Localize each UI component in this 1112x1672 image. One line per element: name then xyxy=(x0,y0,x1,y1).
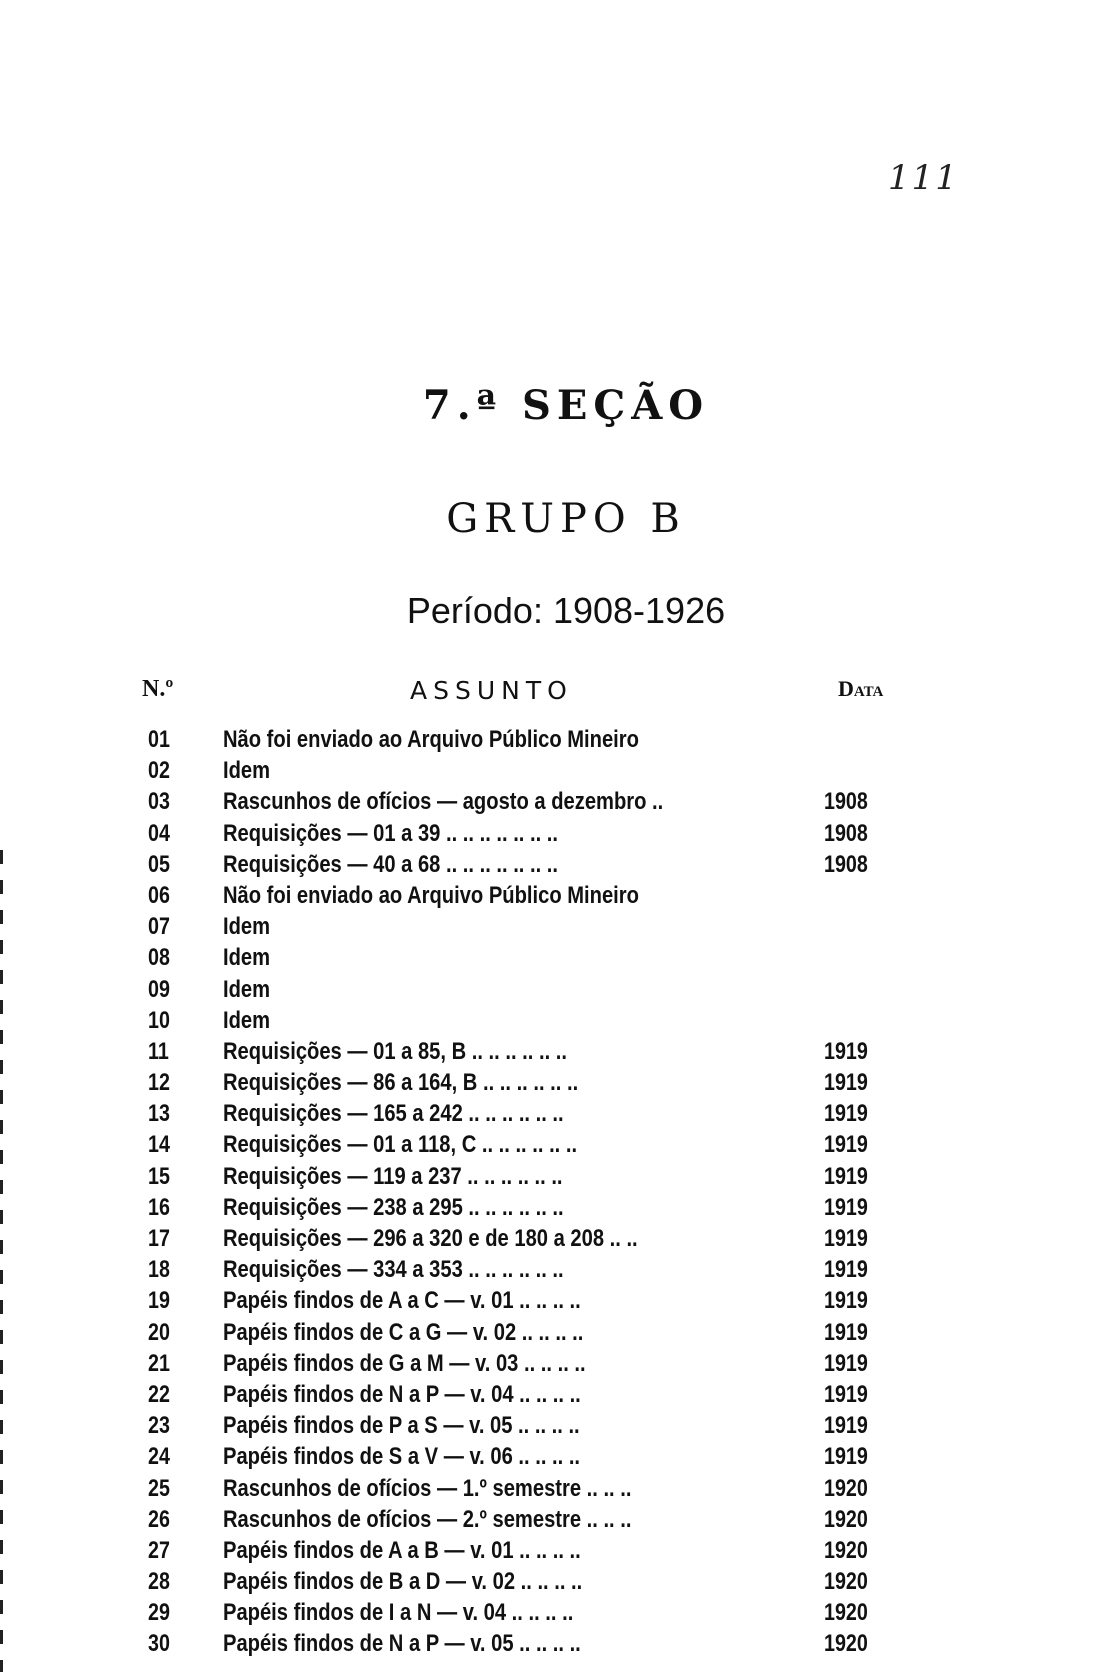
row-subject: Requisições — 86 a 164, B .. .. .. .. .. .. xyxy=(223,1069,579,1097)
row-date: 1908 xyxy=(824,850,868,878)
row-date: 1919 xyxy=(824,1131,868,1159)
row-date: 1920 xyxy=(824,1505,868,1533)
row-subject: Rascunhos de ofícios — 1.º semestre .. .. .. xyxy=(223,1474,632,1502)
row-date: 1919 xyxy=(824,1443,868,1471)
records-table xyxy=(0,724,1112,1660)
row-subject: Idem xyxy=(223,913,271,941)
row-date: 1908 xyxy=(824,819,868,847)
row-date: 1919 xyxy=(824,1380,868,1408)
row-subject: Rascunhos de ofícios — agosto a dezembro .. xyxy=(223,788,664,816)
period-title: Período: 1908-1926 xyxy=(406,590,726,631)
row-subject: Requisições — 40 a 68 .. .. .. .. .. .. .. xyxy=(223,850,559,878)
row-subject: Papéis findos de N a P — v. 04 .. .. .. .. xyxy=(223,1380,581,1408)
table-row xyxy=(0,1067,1112,1098)
row-subject: Não foi enviado ao Arquivo Público Mineiro xyxy=(223,726,639,753)
row-subject: Requisições — 01 a 118, C .. .. .. .. .. .. xyxy=(223,1131,578,1159)
row-number: 12 xyxy=(148,1069,170,1097)
table-row xyxy=(0,880,1112,911)
column-header-date: Data xyxy=(838,676,884,701)
row-subject: Idem xyxy=(223,944,271,972)
row-date: 1920 xyxy=(824,1630,868,1658)
table-row xyxy=(0,974,1112,1005)
row-subject: Papéis findos de C a G — v. 02 .. .. .. .. xyxy=(223,1318,584,1346)
row-date: 1919 xyxy=(824,1193,868,1221)
row-subject: Idem xyxy=(223,975,271,1003)
row-subject: Idem xyxy=(223,757,271,785)
column-header-subject: ASSUNTO xyxy=(410,676,573,705)
row-date: 1919 xyxy=(824,1037,868,1065)
table-row xyxy=(0,724,1112,755)
row-date: 1908 xyxy=(824,788,868,816)
table-row xyxy=(0,1566,1112,1597)
row-number: 10 xyxy=(148,1006,170,1034)
row-subject: Papéis findos de G a M — v. 03 .. .. .. .. xyxy=(223,1349,586,1377)
row-subject: Requisições — 165 a 242 .. .. .. .. .. .. xyxy=(223,1100,564,1128)
table-row xyxy=(0,1223,1112,1254)
row-subject: Idem xyxy=(223,1006,271,1034)
row-date: 1919 xyxy=(824,1256,868,1284)
row-subject: Papéis findos de I a N — v. 04 .. .. .. .. xyxy=(223,1599,574,1627)
row-date: 1919 xyxy=(824,1069,868,1097)
row-number: 25 xyxy=(148,1474,170,1502)
row-subject: Papéis findos de S a V — v. 06 .. .. .. .. xyxy=(223,1443,581,1471)
table-row xyxy=(0,755,1112,786)
row-number: 08 xyxy=(148,944,170,972)
row-number: 04 xyxy=(148,819,170,847)
table-row xyxy=(0,1504,1112,1535)
row-number: 07 xyxy=(148,913,170,941)
row-subject: Requisições — 296 a 320 e de 180 a 208 .. .. xyxy=(223,1225,638,1252)
table-row xyxy=(0,1441,1112,1472)
row-subject: Não foi enviado ao Arquivo Público Mineiro xyxy=(223,881,639,909)
row-number: 03 xyxy=(148,788,170,816)
row-subject: Papéis findos de B a D — v. 02 .. .. .. .. xyxy=(223,1568,583,1596)
table-row xyxy=(0,1098,1112,1129)
row-number: 22 xyxy=(148,1380,170,1408)
table-row xyxy=(0,1161,1112,1192)
page-number: 111 xyxy=(888,158,959,198)
row-date: 1920 xyxy=(824,1599,868,1627)
row-number: 28 xyxy=(148,1568,170,1596)
row-date: 1920 xyxy=(824,1474,868,1502)
table-row xyxy=(0,1317,1112,1348)
row-number: 30 xyxy=(148,1630,170,1658)
table-row xyxy=(0,1597,1112,1628)
row-number: 16 xyxy=(148,1193,170,1221)
table-row xyxy=(0,1005,1112,1036)
row-subject: Requisições — 238 a 295 .. .. .. .. .. .. xyxy=(223,1193,564,1221)
row-subject: Requisições — 334 a 353 .. .. .. .. .. .. xyxy=(223,1256,564,1284)
row-date: 1919 xyxy=(824,1318,868,1346)
row-date: 1919 xyxy=(824,1225,868,1252)
table-row xyxy=(0,1285,1112,1316)
table-row xyxy=(0,786,1112,817)
table-row xyxy=(0,1129,1112,1160)
table-row xyxy=(0,1379,1112,1410)
table-row xyxy=(0,911,1112,942)
table-row xyxy=(0,818,1112,849)
table-row xyxy=(0,1192,1112,1223)
row-date: 1920 xyxy=(824,1568,868,1596)
row-subject: Papéis findos de N a P — v. 05 .. .. .. .. xyxy=(223,1630,581,1658)
row-subject: Requisições — 01 a 85, B .. .. .. .. .. .. xyxy=(223,1037,567,1065)
table-row xyxy=(0,1348,1112,1379)
row-date: 1920 xyxy=(824,1536,868,1564)
row-number: 02 xyxy=(148,757,170,785)
row-date: 1919 xyxy=(824,1287,868,1315)
group-title: GRUPO B xyxy=(446,496,686,542)
row-number: 20 xyxy=(148,1318,170,1346)
row-number: 19 xyxy=(148,1287,170,1315)
row-date: 1919 xyxy=(824,1412,868,1440)
row-number: 27 xyxy=(148,1536,170,1564)
row-number: 15 xyxy=(148,1162,170,1190)
row-number: 14 xyxy=(148,1131,170,1159)
row-number: 17 xyxy=(148,1225,170,1252)
table-row xyxy=(0,1473,1112,1504)
table-row xyxy=(0,942,1112,973)
table-row xyxy=(0,1410,1112,1441)
row-number: 13 xyxy=(148,1100,170,1128)
row-subject: Requisições — 119 a 237 .. .. .. .. .. .. xyxy=(223,1162,563,1190)
row-number: 06 xyxy=(148,881,170,909)
row-date: 1919 xyxy=(824,1162,868,1190)
table-row xyxy=(0,1036,1112,1067)
row-number: 29 xyxy=(148,1599,170,1627)
row-number: 23 xyxy=(148,1412,170,1440)
row-number: 11 xyxy=(148,1037,169,1065)
row-number: 21 xyxy=(148,1349,170,1377)
table-row xyxy=(0,1535,1112,1566)
row-number: 05 xyxy=(148,850,170,878)
row-subject: Rascunhos de ofícios — 2.º semestre .. .. .. xyxy=(223,1505,632,1533)
row-date: 1919 xyxy=(824,1100,868,1128)
section-title: 7.ª SEÇÃO xyxy=(422,382,710,429)
column-header-number: N.º xyxy=(142,676,174,702)
table-row xyxy=(0,849,1112,880)
row-subject: Requisições — 01 a 39 .. .. .. .. .. .. .. xyxy=(223,819,559,847)
row-subject: Papéis findos de P a S — v. 05 .. .. .. .. xyxy=(223,1412,580,1440)
row-date: 1919 xyxy=(824,1349,868,1377)
row-number: 01 xyxy=(148,726,170,753)
row-subject: Papéis findos de A a C — v. 01 .. .. .. .. xyxy=(223,1287,581,1315)
row-number: 26 xyxy=(148,1505,170,1533)
table-row xyxy=(0,1254,1112,1285)
row-subject: Papéis findos de A a B — v. 01 .. .. .. .. xyxy=(223,1536,581,1564)
row-number: 09 xyxy=(148,975,170,1003)
row-number: 24 xyxy=(148,1443,170,1471)
row-number: 18 xyxy=(148,1256,170,1284)
table-row xyxy=(0,1628,1112,1659)
